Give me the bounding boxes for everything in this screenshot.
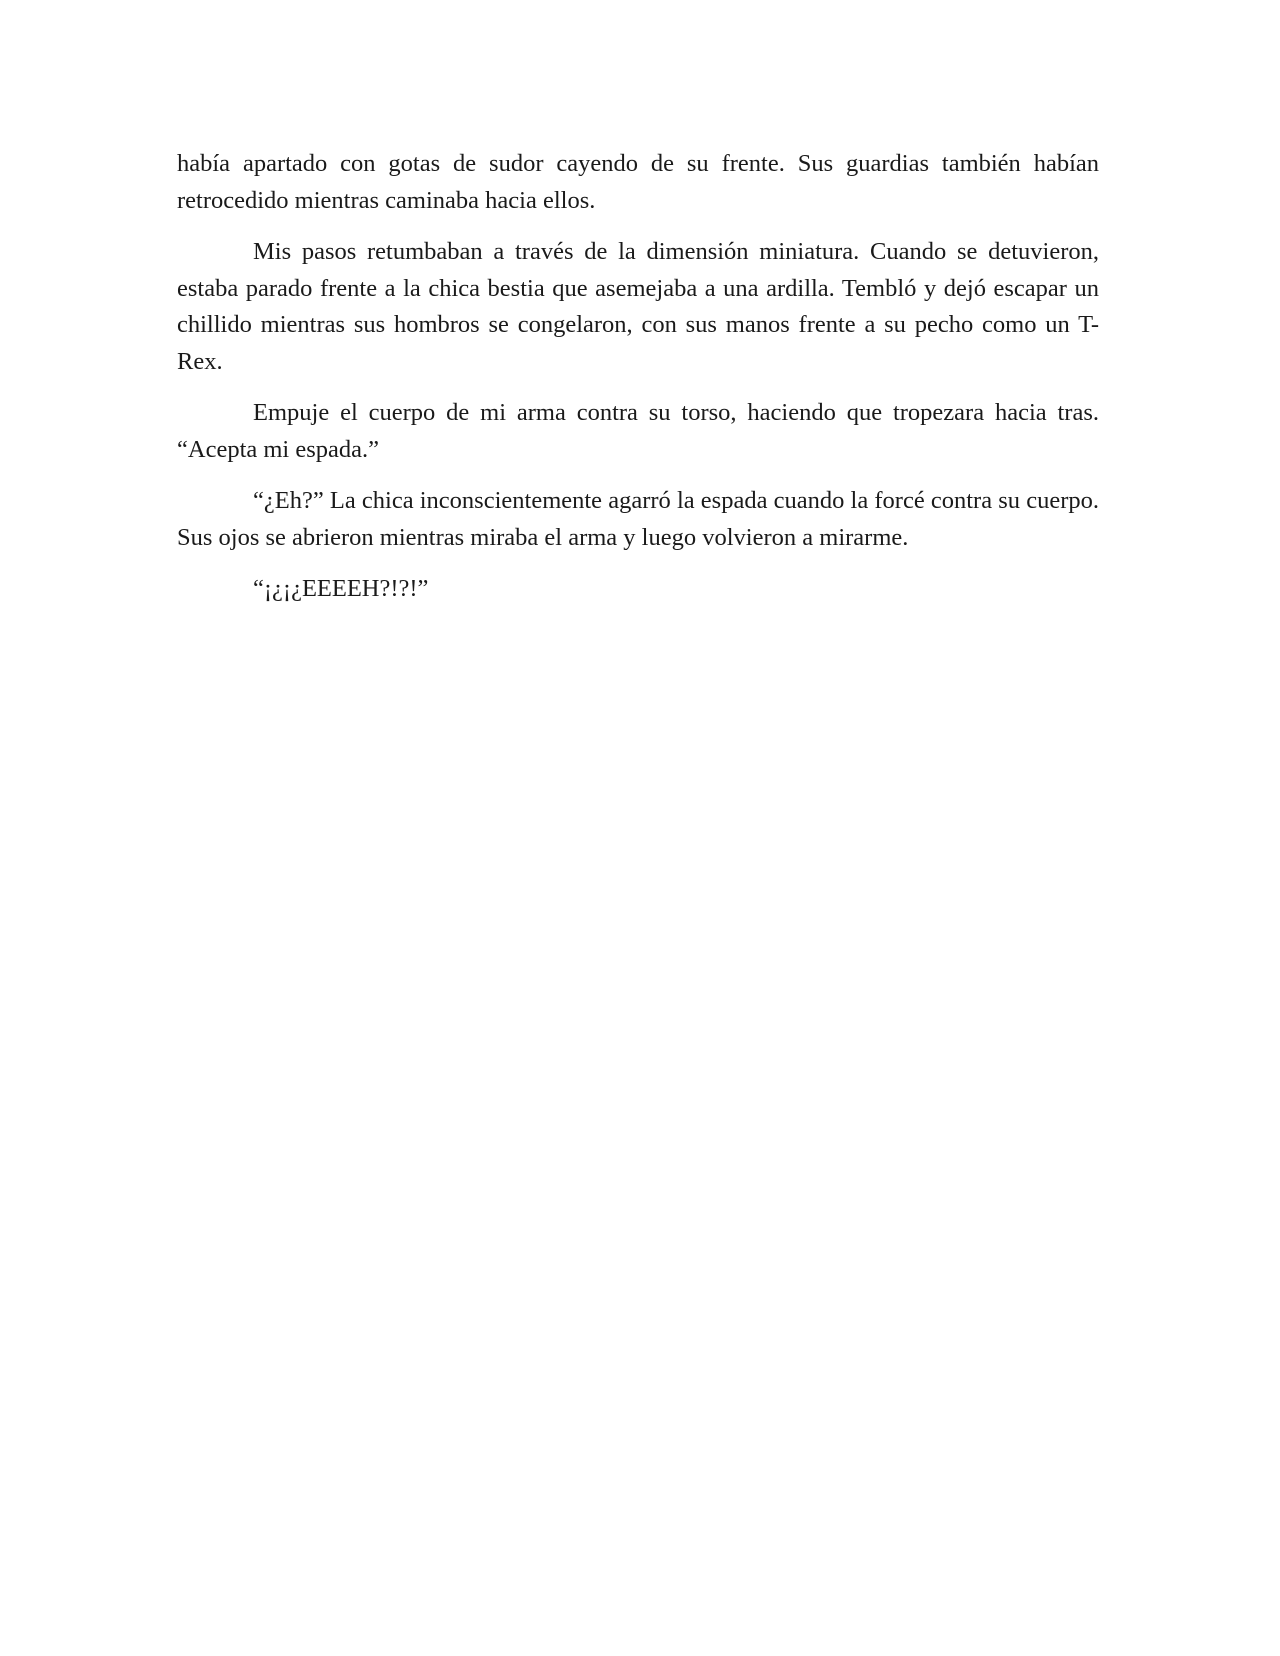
body-text	[177, 146, 1099, 623]
paragraph: Empuje el cuerpo de mi arma contra su torso, haciendo que tropezara hacia tras. “Acepta mi espada.”	[177, 399, 1099, 463]
paragraph: “¿Eh?” La chica inconscientemente agarró la espada cuando la forcé contra su cuerpo. Sus ojos se abrieron mientras miraba el arma y luego volvieron a mirarme.	[177, 487, 1099, 551]
paragraph: Mis pasos retumbaban a través de la dimensión miniatura. Cuando se detuvieron, estaba parado frente a la chica bestia que asemejaba a una ardilla. Tembló y dejó escapar un chillido mientras sus hombros se congelaron, con sus manos frente a su pecho como un T-Rex.	[177, 238, 1099, 375]
paragraph-continuation: había apartado con gotas de sudor cayendo de su frente. Sus guardias también habían retrocedido mientras caminaba hacia ellos.	[177, 150, 1099, 214]
paragraph: “¡¿¡¿EEEEH?!?!”	[253, 575, 429, 602]
